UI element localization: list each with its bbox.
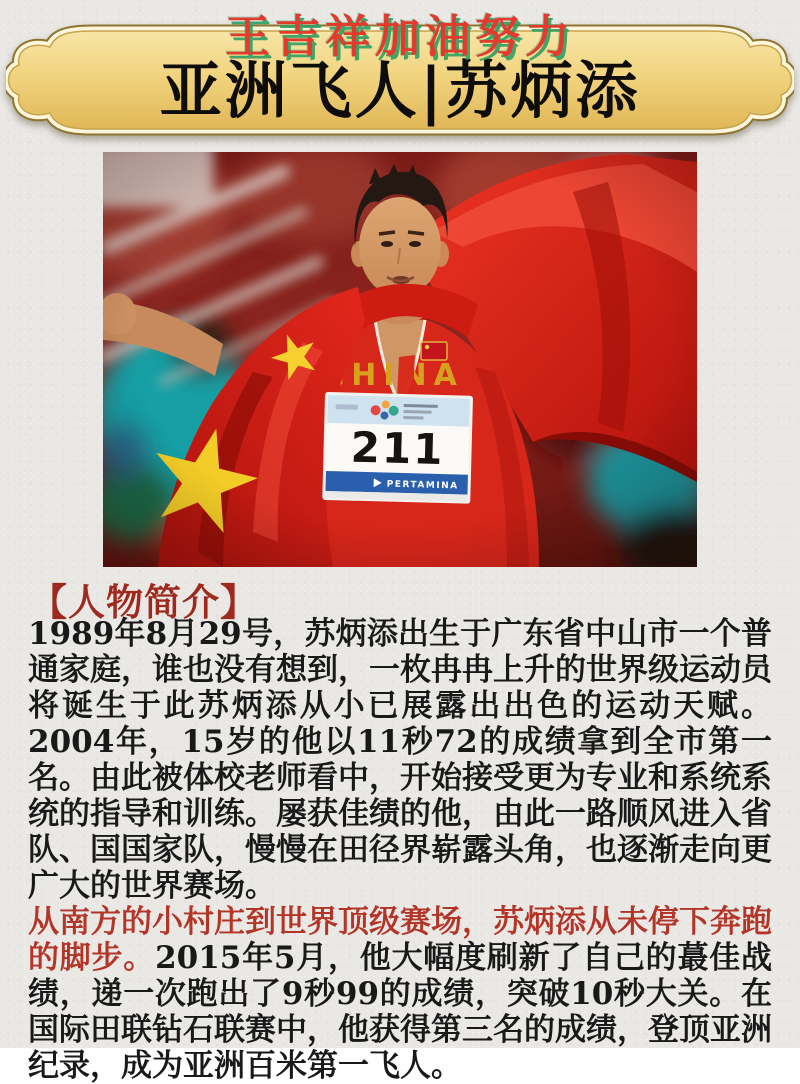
photo-vignette [103,152,697,567]
watermark-text: 王吉祥加油努力 [224,10,575,63]
bio-paragraph-1: 1989年8月29号，苏炳添出生于广东省中山市一个普通家庭，谁也没有想到，一枚冉冉上升的世界级运动员将诞生于此苏炳添从小已展露出出色的运动天赋。2004年，15岁的他以11秒72的成绩拿到全市第一名。由此被体校老师看中，开始接受更为专业和系统系统的指导和训练。屡获佳绩的他，由此一路顺风进入省队、国国家队，慢慢在田径界崭露头角，也逐渐走向更广大的世界赛场。 [28,616,772,904]
athlete-photo [103,152,697,567]
section-heading: 【人物简介】 [30,581,258,624]
page-title: 亚洲飞人|苏炳添 [159,54,641,127]
bio-paragraph-2 [28,904,772,1084]
bio-highlight: 从南方的小村庄到世界顶级赛场，苏炳添从未停下奔跑的脚步。 [28,904,772,976]
bio-paragraph-2-rest: 2015年5月，他大幅度刷新了自己的蕞佳战绩，递一次跑出了9秒99的成绩，突破10秒大关。在国际田联钻石联赛中，他获得第三名的成绩，登顶亚洲纪录，成为亚洲百米第一飞人。 [28,940,772,1084]
bio-text [28,616,772,1084]
